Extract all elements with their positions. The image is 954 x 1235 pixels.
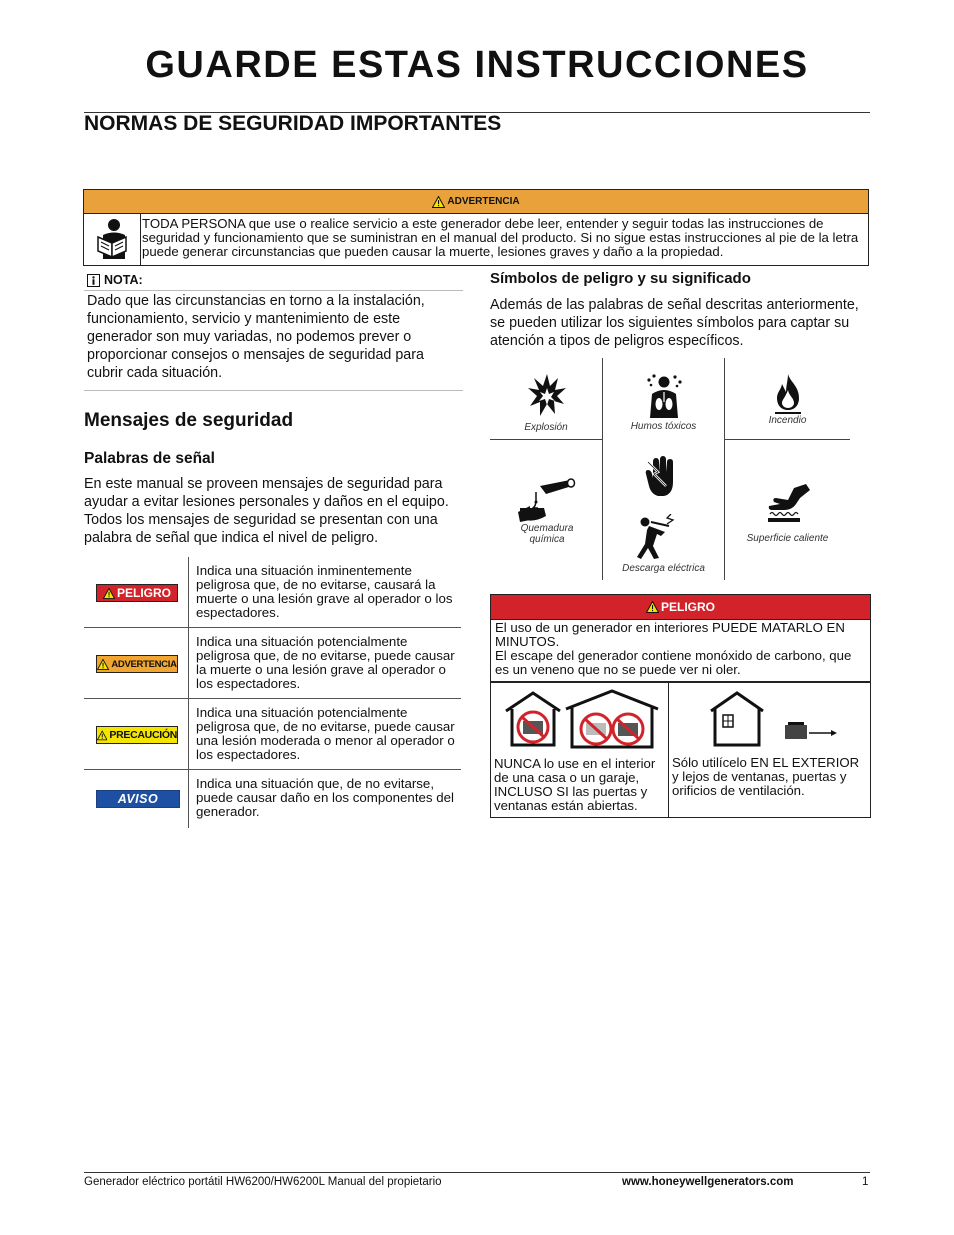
signal-word-description: Indica una situación potencialmente peligrosa que, de no evitarse, puede causar la muerte o una lesión grave al operador o los espectadores. [196,634,455,691]
chemical-burn-icon [516,478,576,524]
electric-shock-label: Descarga eléctrica [622,563,705,574]
chemical-burn-label: Quemadura química [520,523,574,545]
reading-manual-cell [84,213,141,265]
warning-text: TODA PERSONA que use o realice servicio a este generador debe leer, entender y seguir todas las instrucciones de seguridad y funcionamiento que se suministran en el manual del producto. Si no sigue estas instrucciones al pie de la letra puede generar circunstancias que pueden causar la muerte, lesiones graves y daño a la propiedad. [142,216,859,259]
fire-icon [775,374,801,414]
warning-badge [96,655,178,673]
outdoor-caption: Sólo utilícelo EN EL EXTERIOR y lejos de ventanas, puertas y orificios de ventilación. [672,755,860,798]
warning-label: ADVERTENCIA [111,658,177,670]
caution-badge [96,726,178,744]
danger-badge [96,584,178,602]
hot-surface-label: Superficie caliente [746,533,829,544]
signal-word-description: Indica una situación inminentemente peligrosa que, de no evitarse, causará la muerte o una lesión grave al operador o los espectadores. [196,563,453,620]
note-label: NOTA: [104,273,143,287]
outdoor-use-icon [709,691,839,749]
no-indoor-house-icon [504,691,562,747]
no-indoor-caption: NUNCA lo use en el interior de una casa o un garaje, INCLUSO SI las puertas y ventanas están abiertas. [494,756,656,813]
explosion-icon [528,374,566,418]
caution-label: PRECAUCIÓN [109,729,177,741]
info-icon [87,274,100,287]
warning-triangle-icon [97,659,109,670]
person-reading-manual-icon [88,215,136,263]
danger-text: El uso de un generador en interiores PUEDE MATARLO EN MINUTOS. El escape del generador contiene monóxido de carbono, que es un veneno que no se puede ver ni oler. [495,620,852,677]
signal-words-table [84,557,461,828]
notice-badge [96,790,180,808]
footer-manual-title: Generador eléctrico portátil HW6200/HW6200L Manual del propietario [84,1176,442,1188]
safety-messages-heading: Mensajes de seguridad [84,410,294,431]
toxic-fumes-label: Humos tóxicos [630,421,697,432]
signal-word-row [84,770,461,828]
signal-word-row [84,557,461,628]
warning-triangle-icon [432,196,445,208]
note-divider [84,390,463,391]
note-divider [84,290,463,291]
carbon-monoxide-danger-box [490,594,871,818]
warning-triangle-icon [97,730,107,741]
danger-label: PELIGRO [660,600,715,614]
signal-word-row [84,699,461,770]
danger-header [491,595,870,620]
footer-divider [84,1172,870,1173]
hazard-symbols-heading: Símbolos de peligro y su significado [490,270,751,287]
footer-website: www.honeywellgenerators.com [622,1176,794,1188]
signal-words-heading: Palabras de señal [84,450,215,467]
danger-label: PELIGRO [116,586,171,600]
note-text: Dado que las circunstancias en torno a la instalación, funcionamiento, servicio y mantenimiento de este generador son muy variadas, no podemos prever o proporcionar consejos o mensajes de seguridad para cubrir cada situación. [87,293,425,381]
warning-triangle-icon [646,601,659,613]
toxic-fumes-icon [645,374,683,418]
page-number: 1 [862,1176,869,1188]
hazard-symbols-grid [490,358,850,580]
notice-label: AVISO [117,792,159,806]
electric-shock-person-icon [635,514,681,560]
note-header [87,273,143,287]
fire-label: Incendio [768,415,807,426]
electric-shock-hand-icon [644,456,680,498]
signal-word-description: Indica una situación que, de no evitarse, puede causar daño en los componentes del generador. [196,776,454,819]
signal-word-description: Indica una situación potencialmente peligrosa que, de no evitarse, puede causar una lesión moderada o menor al operador o los espectadores. [196,705,455,762]
explosion-label: Explosión [524,422,568,433]
warning-triangle-icon [103,588,115,599]
warning-header [84,190,868,214]
signal-word-row [84,628,461,699]
hazard-symbols-intro: Además de las palabras de señal descritas anteriormente, se pueden utilizar los siguientes símbolos para captar su atención a tipos de peligros específicos. [490,297,859,349]
signal-words-intro: En este manual se proveen mensajes de seguridad para ayudar a evitar lesiones personales y daños en el equipo. Todos los mensajes de seguridad se presentan con una palabra de señal que indica el nivel de peligro. [84,476,449,546]
no-garage-icon [564,689,660,749]
warning-label: ADVERTENCIA [447,196,520,207]
warning-box [83,189,869,266]
page-title: GUARDE ESTAS INSTRUCCIONES [145,44,809,86]
section-title: NORMAS DE SEGURIDAD IMPORTANTES [84,112,502,135]
hot-surface-icon [766,484,812,524]
